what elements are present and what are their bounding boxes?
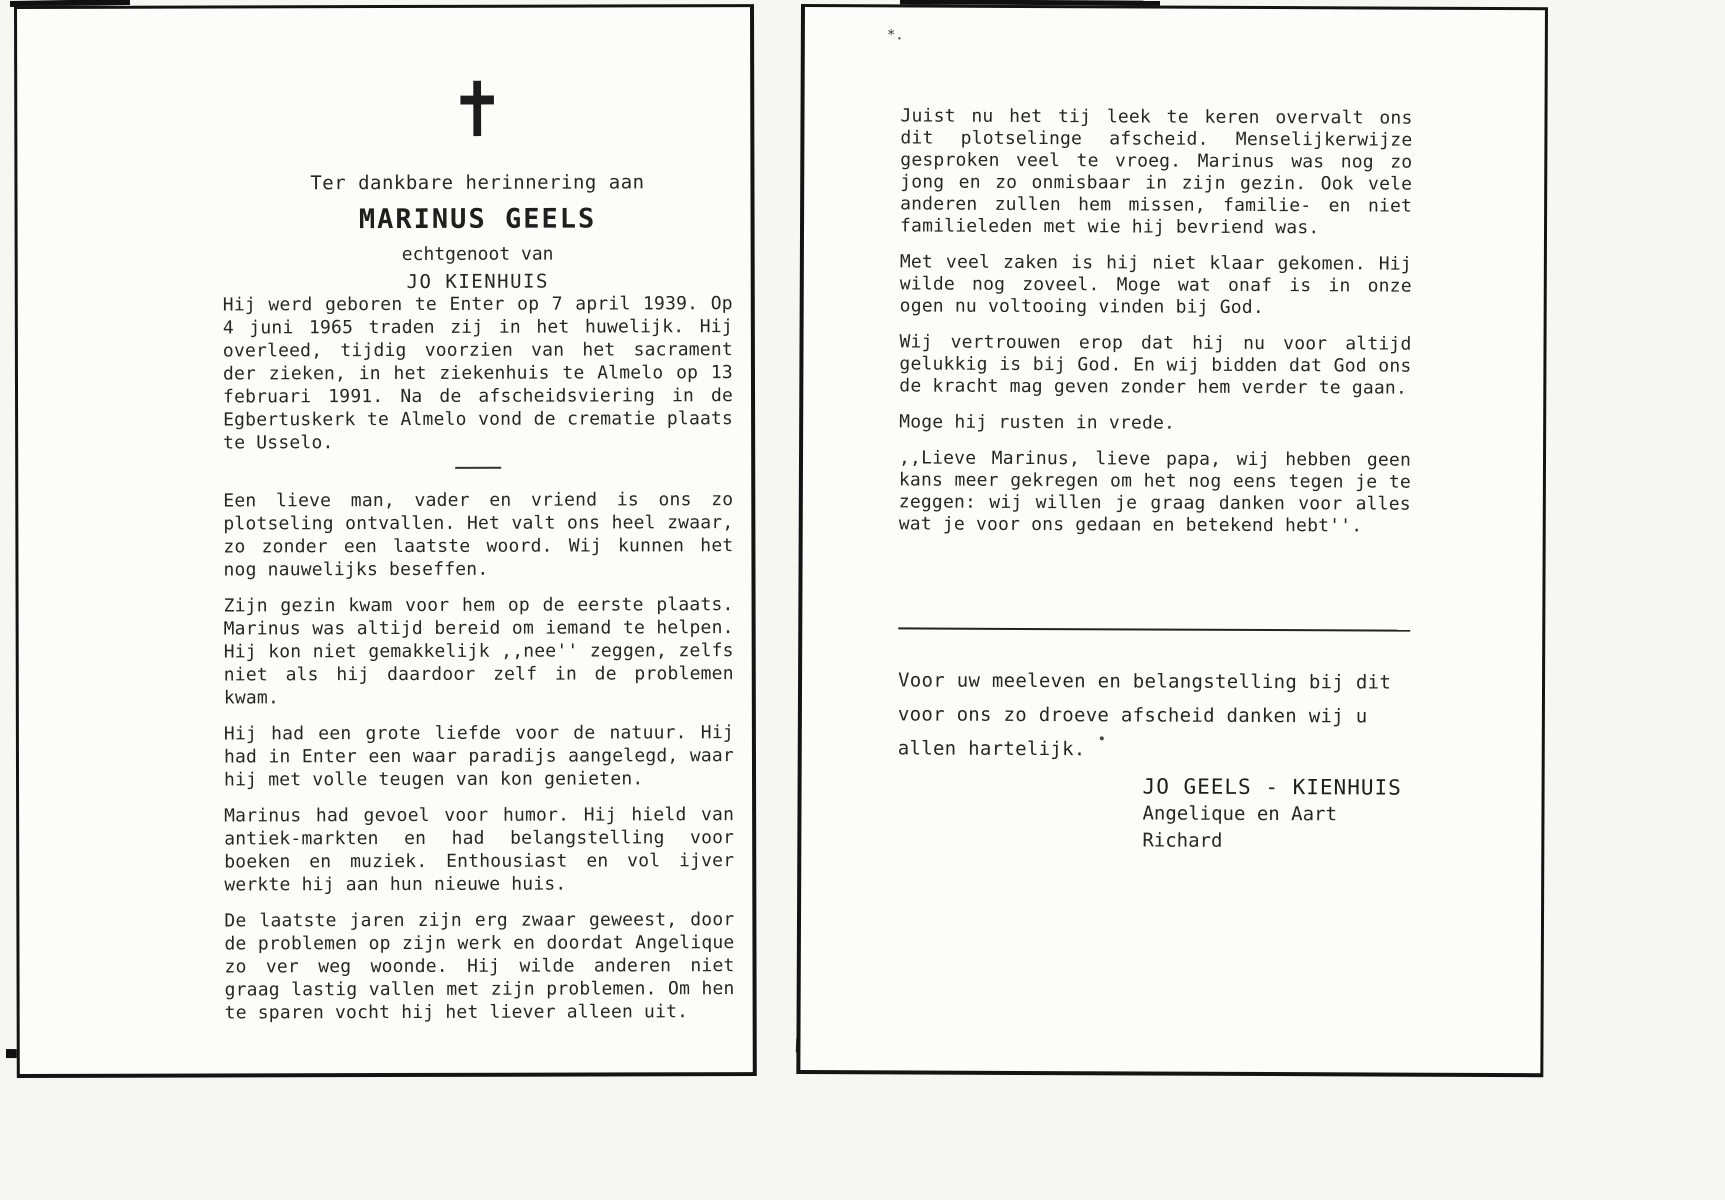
scan-speckle: *.	[886, 27, 904, 44]
right-page-content	[897, 105, 1412, 855]
memorial-paragraph: Wij vertrouwen erop dat hij nu voor altijd gelukkig is bij God. En wij bidden dat God ons de kracht mag geven zonder hem verder te gaan.	[899, 331, 1412, 399]
memorial-paragraph: Zijn gezin kwam voor hem op de eerste plaats. Marinus was altijd bereid om iemand te helpen. Hij kon niet gemakkelijk ,,nee'' zeggen, zelfs niet als hij daardoor zelf in de problemen kwam.	[223, 594, 734, 709]
life-summary-paragraph: Hij werd geboren te Enter op 7 april 1939. Op 4 juni 1965 traden zij in het huwelijk. Hij overleed, tijdig voorzien van het sacrament der zieken, in het ziekenhuis te Almelo op 13 februari 1991. Na de afscheidsviering in de Egbertuskerk te Almelo vond de crematie plaats te Usselo.	[222, 293, 734, 454]
memorial-paragraph: Marinus had gevoel voor humor. Hij hield van antiek-markten en had belangstelling voor boeken en muziek. Enthousiast en vol ijver werkte hij aan hun nieuwe huis.	[224, 804, 735, 896]
signature-children: Angelique en Aart	[1142, 802, 1337, 826]
memorial-paragraph: De laatste jaren zijn erg zwaar geweest, door de problemen op zijn werk en doordat Angelique zo ver weg woonde. Hij wilde anderen niet graag lastig vallen met zijn problemen. Om hen te sparen vocht hij het liever alleen uit.	[224, 909, 735, 1024]
closing-divider	[898, 627, 1410, 631]
signature-block	[1142, 772, 1409, 855]
left-body-text	[223, 292, 735, 1024]
right-body-text	[899, 105, 1413, 537]
memorial-card-left-page	[14, 4, 757, 1078]
relation-line: echtgenoot van	[401, 243, 554, 265]
quote-paragraph: ,,Lieve Marinus, lieve papa, wij hebben geen kans meer gekregen om het nog eens tegen je te zeggen: wij willen je graag danken voor alles wat je voor ons gedaan en betekend hebt''.	[898, 447, 1412, 537]
memorial-paragraph: Een lieve man, vader en vriend is ons zo plotseling ontvallen. Het valt ons heel zwaar, zo zonder een laatste woord. Wij kunnen het nog nauwelijks beseffen.	[223, 489, 734, 581]
memorial-paragraph: Met veel zaken is hij niet klaar gekomen. Hij wilde nog zoveel. Moge wat onaf is in onze ogen nu voltooing vinden bij God.	[899, 251, 1412, 319]
signature-spouse: JO GEELS - KIENHUIS	[1142, 774, 1402, 800]
spouse-name: JO KIENHUIS	[406, 270, 549, 293]
memorial-paragraph: Hij had een grote liefde voor de natuur. Hij had in Enter een waar paradijs aangelegd, waar hij met volle teugen van kon genieten.	[223, 722, 734, 791]
memorial-paragraph: Moge hij rusten in vrede.	[899, 411, 1176, 434]
latin-cross-icon: ✝	[449, 65, 506, 155]
memorial-paragraph: Juist nu het tij leek te keren overvalt ons dit plotselinge afscheid. Menselijkerwijze gesproken veel te vroeg. Marinus was nog zo jong en zo onmisbaar in zijn gezin. Ook vele anderen zullen hem missen, familie- en niet familieleden met wie hij bevriend was.	[899, 105, 1413, 239]
section-divider	[455, 467, 501, 469]
intro-line: Ter dankbare herinnering aan	[310, 171, 645, 195]
thanks-paragraph: Voor uw meeleven en belangstelling bij dit voor ons zo droeve afscheid danken wij u allen hartelijk.	[897, 669, 1392, 761]
left-page-content	[222, 65, 735, 1037]
memorial-card-right-page	[796, 4, 1548, 1077]
deceased-name: MARINUS GEELS	[358, 203, 597, 236]
signature-child: Richard	[1142, 829, 1223, 852]
